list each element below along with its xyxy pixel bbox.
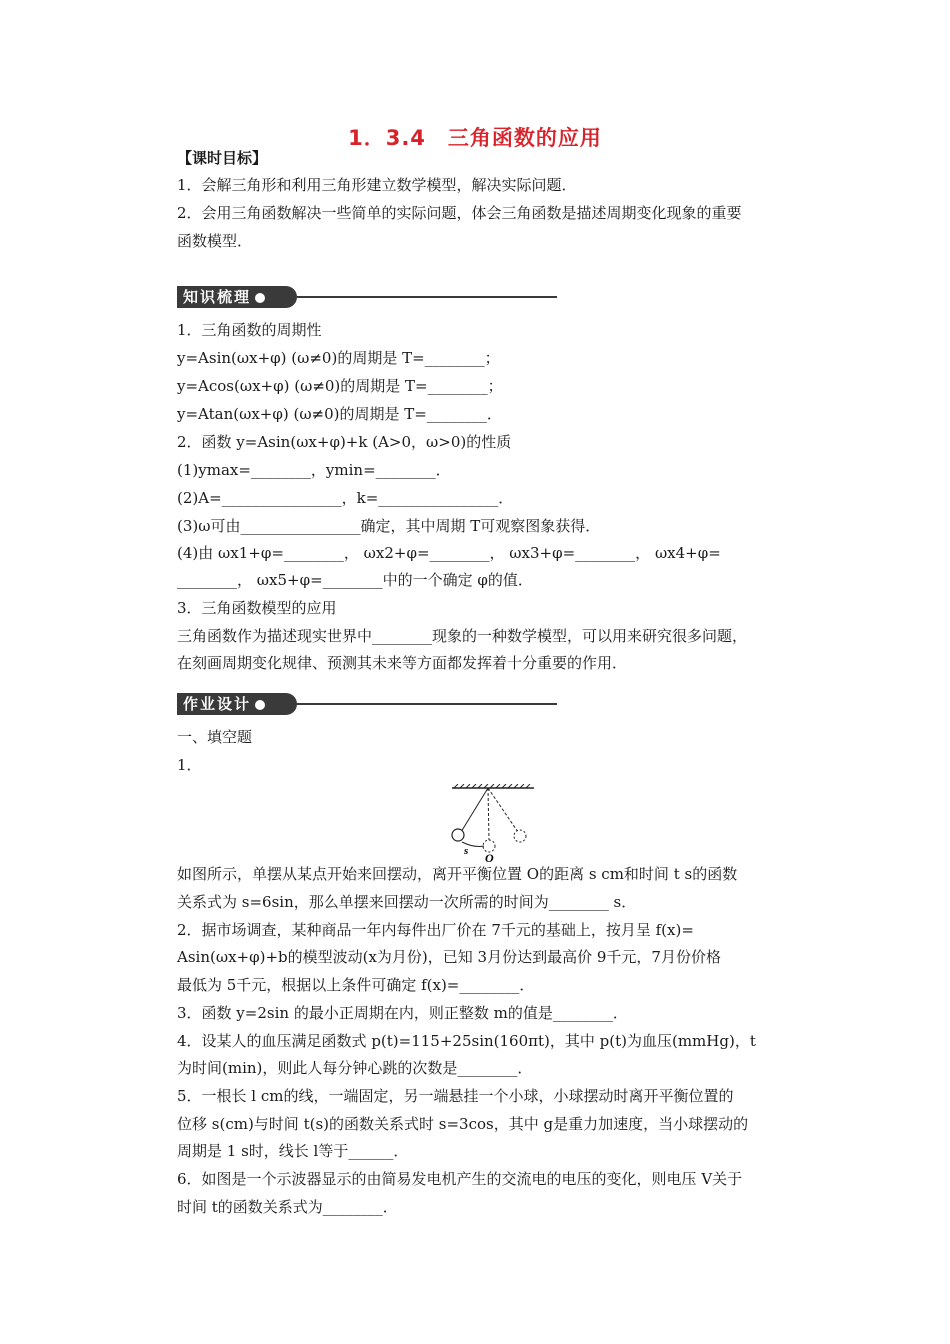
- content-line: 5．一根长 l cm的线，一端固定，另一端悬挂一个小球，小球摆动时离开平衡位置的: [177, 1087, 734, 1105]
- content-line: 1．三角函数的周期性: [177, 321, 322, 339]
- dot-icon: [255, 700, 265, 710]
- pendulum-bob-right: [514, 830, 526, 842]
- pendulum-string-center: [488, 788, 489, 841]
- content-line: 时间 t的函数关系式为________．: [177, 1198, 398, 1216]
- label-o: O: [485, 851, 494, 864]
- pendulum-string-right: [488, 788, 518, 832]
- section-rule: [297, 703, 557, 705]
- section-label: 作业设计: [183, 695, 252, 713]
- content-line: 2．据市场调查，某种商品一年内每件出厂价在 7千元的基础上，按月呈 f(x)=: [177, 921, 694, 939]
- section-header-knowledge: [177, 286, 557, 308]
- content-line: 3．三角函数模型的应用: [177, 599, 337, 617]
- content-line: 三角函数作为描述现实世界中________现象的一种数学模型，可以用来研究很多问题，: [177, 627, 748, 645]
- content-line: y=Atan(ωx+φ) (ω≠0)的周期是 T=________．: [177, 405, 502, 423]
- objective-item: 函数模型．: [177, 232, 253, 250]
- pendulum-figure: [448, 784, 538, 864]
- content-line: y=Asin(ωx+φ) (ω≠0)的周期是 T=________；: [177, 349, 500, 367]
- page-title: 1．3.4 三角函数的应用: [348, 126, 602, 150]
- content-line: 在刻画周期变化规律、预测其未来等方面都发挥着十分重要的作用．: [177, 654, 628, 672]
- section-label-box: [177, 693, 297, 715]
- content-line: 为时间(min)，则此人每分钟心跳的次数是________．: [177, 1059, 533, 1077]
- dot-icon: [255, 293, 265, 303]
- content-line: (2)A=________________，k=________________．: [177, 489, 514, 507]
- content-line: 3．函数 y=2sin 的最小正周期在内，则正整数 m的值是________．: [177, 1004, 628, 1022]
- content-line: (1)ymax=________，ymin=________．: [177, 461, 451, 479]
- section-label: 知识梳理: [183, 288, 252, 306]
- content-line: (4)由 ωx1+φ=________， ωx2+φ=________， ωx3+φ=________， ωx4+φ=: [177, 544, 721, 562]
- objective-item: 1．会解三角形和利用三角形建立数学模型，解决实际问题．: [177, 176, 577, 194]
- content-line: 如图所示，单摆从某点开始来回摆动，离开平衡位置 O的距离 s cm和时间 t s的函数: [177, 865, 738, 883]
- content-line: Asin(ωx+φ)+b的模型波动(x为月份)，已知 3月份达到最高价 9千元，7月份价格: [177, 948, 721, 966]
- content-line: (3)ω可由________________确定，其中周期 T可观察图象获得．: [177, 517, 601, 535]
- content-line: 4．设某人的血压满足函数式 p(t)=115+25sin(160πt)，其中 p(t)为血压(mmHg)，t: [177, 1032, 756, 1050]
- content-line: y=Acos(ωx+φ) (ω≠0)的周期是 T=________；: [177, 377, 503, 395]
- section-header-homework: [177, 693, 557, 715]
- content-line: 关系式为 s=6sin，那么单摆来回摆动一次所需的时间为________ s．: [177, 893, 637, 911]
- section-rule: [297, 296, 557, 298]
- content-line: 1．: [177, 756, 202, 774]
- section-label-box: [177, 286, 297, 308]
- label-s: s: [464, 845, 469, 857]
- content-line: 周期是 1 s时，线长 l等于______．: [177, 1142, 409, 1160]
- objectives-heading: 【课时目标】: [177, 149, 268, 167]
- objective-item: 2．会用三角函数解决一些简单的实际问题，体会三角函数是描述周期变化现象的重要: [177, 204, 742, 222]
- content-line: 最低为 5千元，根据以上条件可确定 f(x)=________．: [177, 976, 535, 994]
- content-line: 位移 s(cm)与时间 t(s)的函数关系式时 s=3cos，其中 g是重力加速度，当小球摆动的: [177, 1115, 749, 1133]
- content-line: 6．如图是一个示波器显示的由简易发电机产生的交流电的电压的变化，则电压 V关于: [177, 1170, 743, 1188]
- pendulum-bob: [452, 829, 464, 841]
- content-line: 2．函数 y=Asin(ωx+φ)+k (A>0，ω>0)的性质: [177, 433, 512, 451]
- content-line: 一、填空题: [177, 728, 253, 746]
- content-line: ________， ωx5+φ=________中的一个确定 φ的值．: [177, 571, 533, 589]
- pendulum-string-left: [461, 788, 488, 832]
